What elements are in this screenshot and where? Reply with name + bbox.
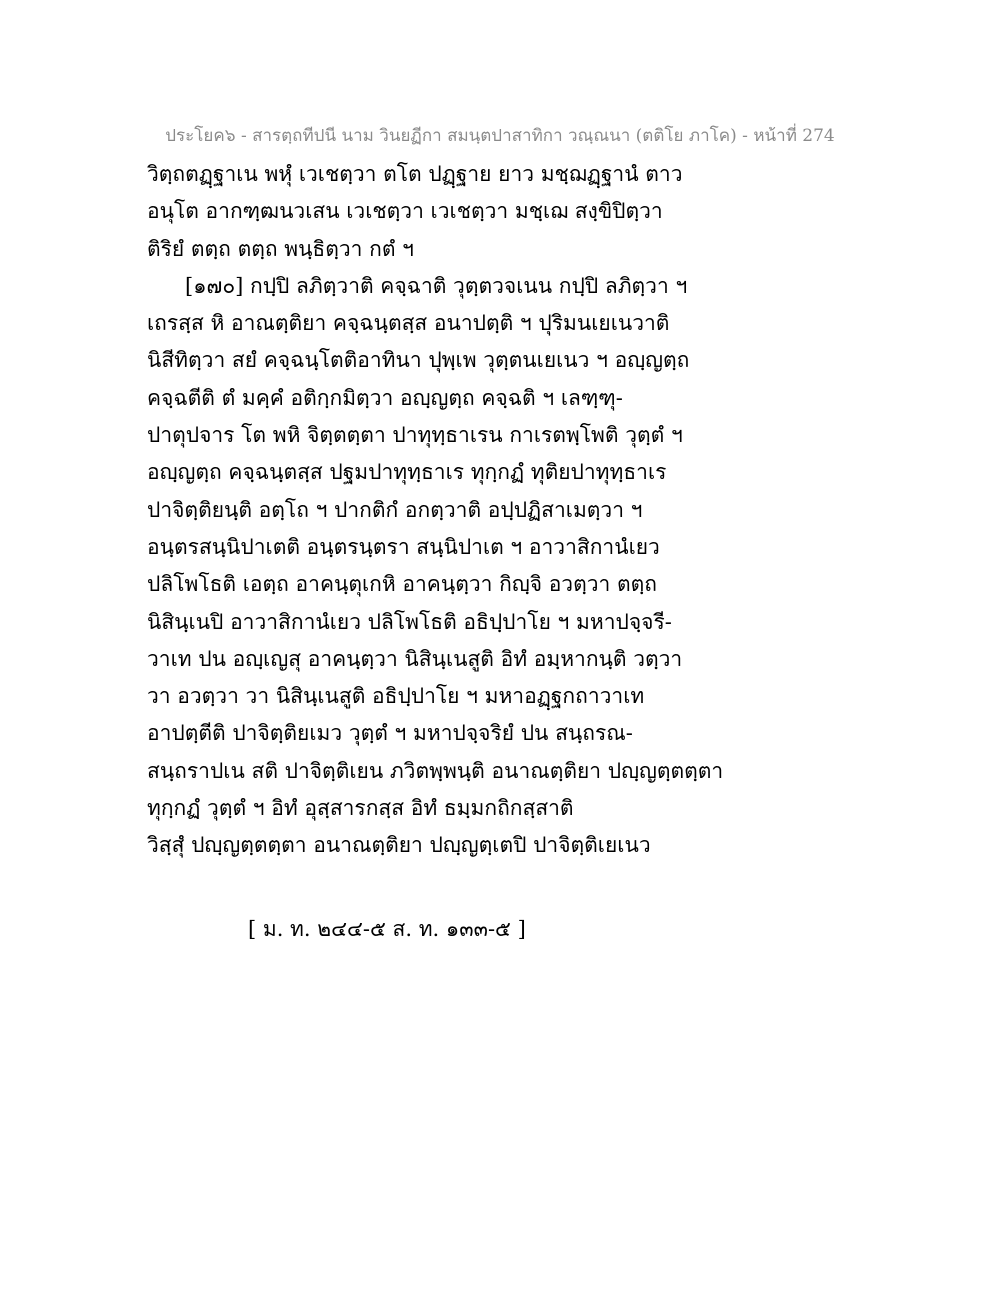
- text-line: อนฺตรสนฺนิปาเตติ อนฺตรนฺตรา สนฺนิปาเต ฯ อาวาสิกานํเยว: [147, 534, 660, 559]
- text-line: เถรสฺส หิ อาณตฺติยา คจฺฉนฺตสฺส อนาปตฺติ ฯ ปุริมนเยเนวาติ: [147, 311, 670, 336]
- text-line: อนุโต อากฑฺฒนวเสน เวเชตฺวา เวเชตฺวา มชฺเฌ สงฺขิปิตฺวา: [147, 199, 663, 224]
- text-line: ทุกฺกฏํ วุตฺตํ ฯ อิทํ อุสฺสารกสฺส อิทํ ธมฺมกถิกสฺสาติ: [147, 796, 574, 821]
- text-line: วาเท ปน อญฺเญสุ อาคนฺตฺวา นิสินฺเนสูติ อิทํ อมฺหากนฺติ วตฺวา: [147, 646, 683, 671]
- text-line: ปลิโพโธติ เอตฺถ อาคนฺตุเกหิ อาคนฺตฺวา กิญฺจิ อวตฺวา ตตฺถ: [147, 572, 657, 597]
- text-line: ปาตุปจาร โต พหิ จิตฺตตฺตา ปาทุทฺธาเรน กาเรตพฺโพติ วุตฺตํ ฯ: [147, 423, 683, 448]
- text-line: ติริยํ ตตฺถ ตตฺถ พนฺธิตฺวา กตํ ฯ: [147, 236, 414, 261]
- text-line: วา อวตฺวา วา นิสินฺเนสูติ อธิปฺปาโย ฯ มหาอฏฺฐกถาวาเท: [147, 684, 645, 709]
- text-line: สนฺถราปเน สติ ปาจิตฺติเยน ภวิตพฺพนฺติ อนาณตฺติยา ปญฺญตฺตตฺตา: [147, 758, 724, 783]
- body-text: [147, 156, 847, 865]
- text-line: นิสีทิตฺวา สยํ คจฺฉนฺโตติอาทินา ปุพฺเพ วุตฺตนเยเนว ฯ อญฺญตฺถ: [147, 348, 690, 373]
- text-line: ปาจิตฺติยนฺติ อตฺโถ ฯ ปากติกํ อกตฺวาติ อปฺปฏิสาเมตฺวา ฯ: [147, 497, 643, 522]
- text-line: นิสินฺเนปิ อาวาสิกานํเยว ปลิโพโธติ อธิปฺปาโย ฯ มหาปจฺจรี-: [147, 609, 672, 634]
- text-line: อญฺญตฺถ คจฺฉนฺตสฺส ปฐมปาทุทฺธาเร ทุกฺกฏํ ทุติยปาทุทฺธาเร: [147, 460, 667, 485]
- text-line: [๑๗๐] กปฺปิ ลภิตฺวาติ คจฺฉาติ วุตฺตวจเนน กปฺปิ ลภิตฺวา ฯ: [185, 273, 688, 298]
- page-header: ประโยค๖ - สารตฺถทีปนี นาม วินยฏีกา สมนฺตปาสาทิกา วณฺณนา (ตติโย ภาโค) - หน้าที่ 274: [165, 126, 835, 146]
- text-line: คจฺฉตีติ ตํ มคฺคํ อติกฺกมิตฺวา อญฺญตฺถ คจฺฉติ ฯ เลฑฺฑุ-: [147, 385, 623, 410]
- citation-reference: [ ม. ท. ๒๔๔-๕ ส. ท. ๑๓๓-๕ ]: [248, 917, 526, 941]
- text-line: อาปตฺตีติ ปาจิตฺติยเมว วุตฺตํ ฯ มหาปจฺจริยํ ปน สนฺถรณ-: [147, 721, 633, 746]
- text-line: วิตฺถตฏฺฐาเน พหุํ เวเชตฺวา ตโต ปฏฺฐาย ยาว มชฺฌฏฺฐานํ ตาว: [147, 162, 683, 186]
- text-line: วิสฺสุํ ปญฺญตฺตตฺตา อนาณตฺติยา ปญฺญตฺเตปิ ปาจิตฺติเยเนว: [147, 833, 651, 858]
